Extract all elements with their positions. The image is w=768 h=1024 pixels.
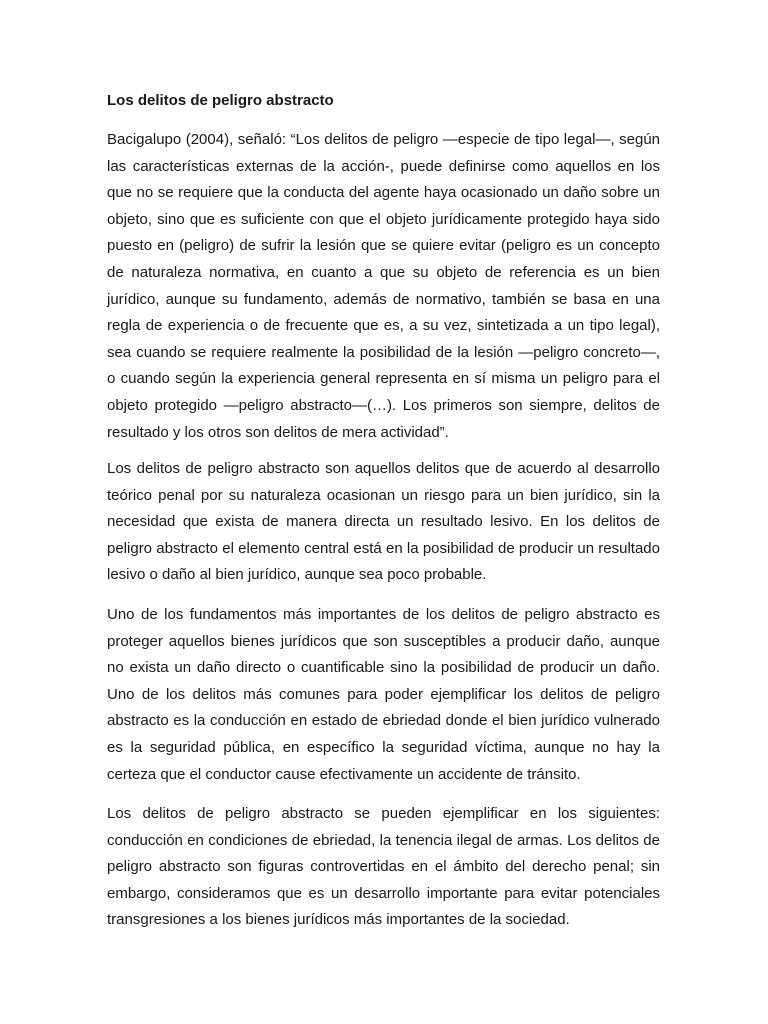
paragraph-2-line: Los delitos de peligro abstracto son aquellos delitos que de acuerdo al desarrollo (107, 460, 660, 477)
paragraph-1-line: Bacigalupo (2004), señaló: “Los delitos de peligro —especie de tipo legal—, según (107, 131, 660, 148)
paragraph-1-line: sea cuando se requiere realmente la posibilidad de la lesión —peligro concreto—, (107, 343, 660, 361)
paragraph-3-line: certeza que el conductor cause efectivamente un accidente de tránsito. (107, 765, 581, 783)
paragraph-3-line: Uno de los delitos más comunes para poder ejemplificar los delitos de peligro (107, 685, 660, 703)
paragraph-1-line: objeto, sino que es suficiente con que el objeto jurídicamente protegido haya sido (107, 210, 660, 228)
paragraph-1-line: que no se requiere que la conducta del agente haya ocasionado un daño sobre un (107, 184, 660, 202)
paragraph-3-line: Uno de los fundamentos más importantes de los delitos de peligro abstracto es (107, 606, 660, 623)
paragraph-4-line: transgresiones a los bienes jurídicos más importantes de la sociedad. (107, 911, 570, 929)
paragraph-1-line: objeto protegido —peligro abstracto—(…). Los primeros son siempre, delitos de (107, 397, 660, 414)
paragraph-4-line: embargo, consideramos que es un desarrollo importante para evitar potenciales (107, 884, 660, 902)
paragraph-3-line: proteger aquellos bienes jurídicos que son susceptibles a producir daño, aunque (107, 632, 660, 650)
paragraph-2-line: necesidad que exista de manera directa un resultado lesivo. En los delitos de (107, 513, 660, 531)
paragraph-1-line: puesto en (peligro) de sufrir la lesión que se quiere evitar (peligro es un concepto (107, 237, 660, 255)
paragraph-4-line: peligro abstracto son figuras controvertidas en el ámbito del derecho penal; sin (107, 858, 660, 876)
document-heading: Los delitos de peligro abstracto (107, 92, 334, 109)
paragraph-3-line: abstracto es la conducción en estado de ebriedad donde el bien jurídico vulnerado (107, 712, 660, 730)
paragraph-1-line: o cuando según la experiencia general representa en sí misma un peligro para el (107, 370, 660, 388)
paragraph-1-line: resultado y los otros son delitos de mera actividad”. (107, 423, 449, 441)
paragraph-1-line: jurídico, aunque su fundamento, además de normativo, también se basa en una (107, 290, 660, 308)
paragraph-2-line: peligro abstracto el elemento central está en la posibilidad de producir un resultado (107, 539, 660, 557)
paragraph-1-line: regla de experiencia o de frecuente que es, a su vez, sintetizada a un tipo legal), (107, 317, 660, 335)
paragraph-4-line: conducción en condiciones de ebriedad, la tenencia ilegal de armas. Los delitos de (107, 831, 660, 849)
paragraph-4-line: Los delitos de peligro abstracto se pueden ejemplificar en los siguientes: (107, 805, 660, 822)
paragraph-2-line: teórico penal por su naturaleza ocasionan un riesgo para un bien jurídico, sin la (107, 486, 660, 504)
paragraph-2-line: lesivo o daño al bien jurídico, aunque sea poco probable. (107, 566, 487, 584)
paragraph-1-line: las características externas de la acción-, puede definirse como aquellos en los (107, 157, 660, 175)
paragraph-3-line: no exista un daño directo o cuantificable sino la posibilidad de producir un daño. (107, 659, 660, 677)
paragraph-3-line: es la seguridad pública, en específico la seguridad víctima, aunque no hay la (107, 739, 660, 756)
paragraph-1-line: de naturaleza normativa, en cuanto a que su objeto de referencia es un bien (107, 264, 660, 281)
